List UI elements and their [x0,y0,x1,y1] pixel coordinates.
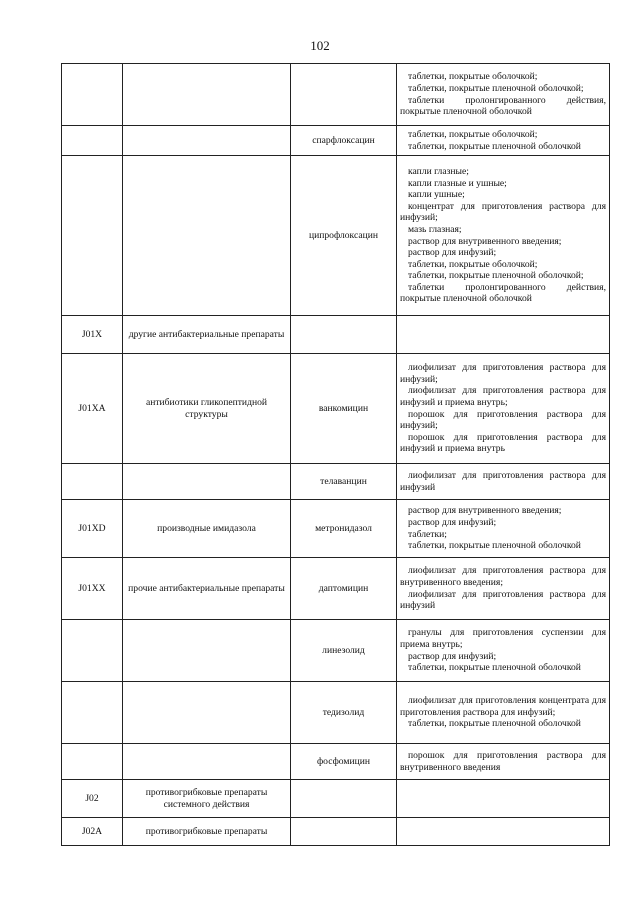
dosage-forms-cell [397,64,610,126]
dosage-form-line: лиофилизат для приготовления раствора для инфузий [400,469,606,493]
table-row [62,620,610,682]
dosage-form-line: лиофилизат для приготовления раствора для инфузий [400,588,606,612]
atc-code-cell [62,620,123,682]
dosage-form-line: раствор для инфузий; [408,650,497,662]
drug-name-cell [291,316,397,354]
dosage-forms-cell [397,156,610,316]
anatomical-group-cell: производные имидазола [123,500,291,558]
drug-name-cell: ципрофлоксацин [291,156,397,316]
anatomical-group-cell [123,744,291,780]
dosage-form-line: лиофилизат для приготовления раствора для инфузий и приема внутрь; [400,385,606,408]
atc-code-cell: J01XD [62,500,123,558]
atc-code-cell [62,744,123,780]
dosage-form-line: таблетки, покрытые оболочкой; [408,258,538,270]
anatomical-group-cell [123,64,291,126]
table-row [62,500,610,558]
table-row [62,780,610,818]
drug-name-cell: метронидазол [291,500,397,558]
anatomical-group-cell [123,620,291,682]
dosage-form-line: раствор для инфузий; [408,516,497,528]
dosage-form-line: таблетки, покрытые пленочной оболочкой [408,540,581,552]
table-row [62,558,610,620]
anatomical-group-cell [123,682,291,744]
atc-code-cell [62,464,123,500]
dosage-form-line: порошок для приготовления раствора для внутривенного введения [400,749,606,773]
dosage-form-line: таблетки, покрытые пленочной оболочкой [408,718,581,730]
table-row [62,156,610,316]
anatomical-group-cell: антибиотики гликопептидной структуры [123,354,291,464]
drug-name-cell [291,780,397,818]
drug-name-cell [291,64,397,126]
dosage-form-line: капли глазные и ушные; [408,177,507,189]
drug-name-cell: линезолид [291,620,397,682]
atc-code-cell: J01XA [62,354,123,464]
table-body [62,64,610,846]
dosage-forms-cell [397,126,610,156]
dosage-form-line: гранулы для приготовления суспензии для приема внутрь; [400,627,606,650]
table-row [62,64,610,126]
dosage-form-line: таблетки, покрытые оболочкой; [408,128,538,140]
table-row [62,316,610,354]
page-number: 102 [310,38,330,53]
dosage-form-line: концентрат для приготовления раствора для инфузий; [400,200,606,224]
dosage-form-line: лиофилизат для приготовления раствора для внутривенного введения; [400,565,606,588]
atc-code-cell: J01XX [62,558,123,620]
dosage-form-line: таблетки, покрытые пленочной оболочкой [408,140,581,152]
drug-name-cell [291,818,397,846]
dosage-forms-cell [397,464,610,500]
dosage-form-line: капли глазные; [408,165,469,177]
dosage-form-line: таблетки, покрытые пленочной оболочкой; [408,82,584,94]
dosage-form-line: порошок для приготовления раствора для инфузий; [400,408,606,432]
drug-name-cell: спарфлоксацин [291,126,397,156]
drug-name-cell: тедизолид [291,682,397,744]
dosage-forms-cell [397,558,610,620]
table-row [62,354,610,464]
dosage-forms-cell [397,354,610,464]
dosage-form-line: раствор для внутривенного введения; [408,235,562,247]
table-row [62,682,610,744]
dosage-form-line: таблетки, покрытые оболочкой; [408,71,538,83]
atc-code-cell [62,682,123,744]
atc-code-cell: J02A [62,818,123,846]
anatomical-group-cell [123,126,291,156]
atc-code-cell: J02 [62,780,123,818]
dosage-form-line: таблетки пролонгированного действия, покрытые пленочной оболочкой [400,94,606,118]
drug-table [61,63,610,846]
drug-name-cell: фосфомицин [291,744,397,780]
anatomical-group-cell [123,156,291,316]
table-row [62,818,610,846]
dosage-form-line: таблетки; [408,528,447,540]
dosage-forms-cell [397,744,610,780]
dosage-forms-cell [397,780,610,818]
drug-name-cell: даптомицин [291,558,397,620]
dosage-forms-cell [397,316,610,354]
dosage-forms-cell [397,620,610,682]
table-row [62,744,610,780]
table-row [62,464,610,500]
drug-name-cell: телаванцин [291,464,397,500]
dosage-form-line: таблетки пролонгированного действия, покрытые пленочной оболочкой [400,281,606,305]
dosage-form-line: таблетки, покрытые пленочной оболочкой [408,662,581,674]
dosage-form-line: мазь глазная; [408,223,462,235]
dosage-forms-cell [397,818,610,846]
dosage-form-line: капли ушные; [408,189,465,201]
anatomical-group-cell: прочие антибактериальные препараты [123,558,291,620]
dosage-form-line: порошок для приготовления раствора для инфузий и приема внутрь [400,431,606,455]
dosage-forms-cell [397,682,610,744]
drug-name-cell: ванкомицин [291,354,397,464]
anatomical-group-cell [123,464,291,500]
dosage-form-line: таблетки, покрытые пленочной оболочкой; [408,270,584,282]
atc-code-cell: J01X [62,316,123,354]
anatomical-group-cell: противогрибковые препараты системного действия [123,780,291,818]
anatomical-group-cell: другие антибактериальные препараты [123,316,291,354]
anatomical-group-cell: противогрибковые препараты [123,818,291,846]
dosage-forms-cell [397,500,610,558]
atc-code-cell [62,126,123,156]
dosage-form-line: раствор для внутривенного введения; [408,505,562,517]
dosage-form-line: лиофилизат для приготовления раствора для инфузий; [400,362,606,385]
dosage-form-line: раствор для инфузий; [408,247,497,259]
atc-code-cell [62,156,123,316]
table-row [62,126,610,156]
atc-code-cell [62,64,123,126]
dosage-form-line: лиофилизат для приготовления концентрата для приготовления раствора для инфузий; [400,695,606,718]
